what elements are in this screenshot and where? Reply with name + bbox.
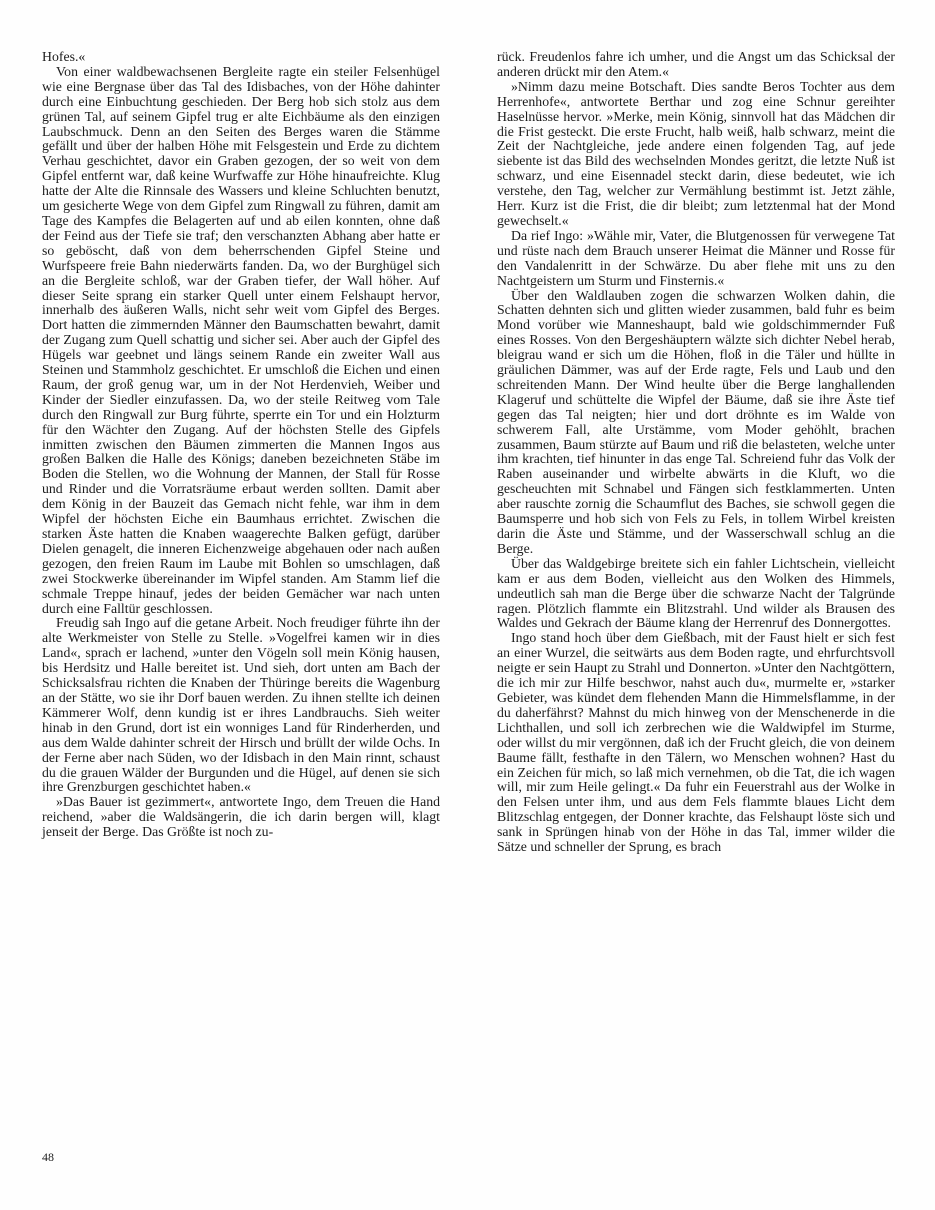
paragraph: Über den Waldlauben zogen die schwarzen Wolken dahin, die Schatten dehnten sich und glitten wieder zusammen, bald fuhr es beim Mond vorüber wie Manneshaupt, bald wie goldschimmernder Fuß eines Rosses. Von den Bergeshäuptern wälzte sich dichter Nebel herab, bleigrau wand er sich um die Höhen, floß in die Täler und hüllte in gräulichen Dämmer, was auf der Erde ragte, Fels und Laub und den schreitenden Mann. Der Wind heulte über die Berge langhallenden Klageruf und schüttelte die Wipfel der Bäume, daß sie ihre Äste tief gegen das Tal neigten; hier und dort dröhnte es im Walde von schwerem Fall, alte Urstämme, vom Moder gehöhlt, brachen zusammen, Baum stürzte auf Baum und riß die belasteten, welche unter ihm krachten, tief hinunter in das enge Tal. Schreiend fuhr das Volk der Raben auseinander und wirbelte abwärts in die Kluft, wo die gescheuchten mit Schnabel und Fängen sich festklammerten. Unten aber rauschte zornig die Schaumflut des Baches, sie schwoll gegen die Baumsperre und hob sich von Fels zu Fels, in tollem Wirbel kreisten darin die Äste und Stämme, und der Wasserschwall schlug an die Berge.	[497, 287, 895, 556]
left-column	[42, 50, 440, 855]
page-number: 48	[42, 1150, 54, 1164]
paragraph: Von einer waldbewachsenen Bergleite ragte ein steiler Felsenhügel wie eine Bergnase über das Tal des Idisbaches, von der Höhe dahinter durch eine Einbuchtung geschieden. Der Berg hob sich stolz aus dem grünen Tal, auf seinem Gipfel trug er alte Eichbäume als den einzigen Laubschmuck. Denn an den Seiten des Berges waren die Stämme gefällt und über der halben Höhe mit Felsgestein und Erde zu dichtem Verhau geschichtet, davor ein Graben gezogen, der so weit von dem Gipfel entfernt war, daß keine Wurfwaffe zur Höhe hinaufreichte. Klug hatte der Alte die Rinnsale des Wassers und kleine Schluchten benutzt, um gesicherte Wege von dem Gipfel zum Ringwall zu führen, damit am Tage des Kampfes die Belagerten auf und ab eilen konnten, ohne daß der Feind aus der Tiefe sie traf; den verschanzten Abhang aber hatte er so geböscht, daß von dem beherrschenden Gipfel Steine und Wurfspeere freie Bahn niederwärts fanden. Da, wo der Burghügel sich an die Bergleite schloß, war der Graben tiefer, der Wall höher. Auf dieser Seite sprang ein starker Quell unter einem Felshaupt hervor, innerhalb des äußeren Walls, nicht sehr weit vom Gipfel des Berges. Dort hatten die zimmernden Männer den Baumschatten bewahrt, damit der Zugang zum Quell schattig und sicher sei. Aber auch der Gipfel des Hügels war geebnet und längs seinem Rande ein zweiter Wall aus Steinen und Stammholz geschichtet. Er umschloß die Eichen und einen Raum, der groß genug war, um in der Not Herdenvieh, Weiber und Kinder der Siedler einzufassen. Da, wo der steile Reitweg vom Tale durch den Ringwall zur Burg führte, sperrte ein Tor und ein Holzturm für den Wächter den Zugang. Auf der höchsten Stelle des Gipfels inmitten zwischen den Bäumen zimmerten die Mannen Ingos aus großen Balken die Halle des Königs; daneben bezeichneten Stäbe im Boden die Stellen, wo die Wohnung der Mannen, der Stall für Rosse und Rinder und die Vorratsräume erbaut werden sollten. Damit aber dem König in der Bauzeit das Gemach nicht fehle, war ihm in dem Wipfel der höchsten Eiche ein Baumhaus errichtet. Zwischen die starken Äste hatten die Knaben waagerechte Balken gefügt, darüber Dielen genagelt, die inneren Eichenzweige abgehauen oder nach außen gezogen, den freien Raum im Laube mit Bohlen so umschlagen, daß zwei Stockwerke übereinander im Wipfel standen. Am Stamm lief die schmale Treppe hinauf, jedes der beiden Gemächer war nach unten durch eine Falltür geschlossen.	[42, 63, 440, 616]
text-columns	[42, 50, 895, 855]
paragraph: »Das Bauer ist gezimmert«, antwortete Ingo, dem Treuen die Hand reichend, »aber die Waldsängerin, die ich darin bergen will, klagt jenseit der Berge. Das Größte ist noch zu-	[42, 794, 440, 840]
paragraph: Freudig sah Ingo auf die getane Arbeit. Noch freudiger führte ihn der alte Werkmeister von Stelle zu Stelle. »Vogelfrei kamen wir in dies Land«, sprach er lachend, »unter den Vögeln soll mein König hausen, bis Herdsitz und Halle bereitet ist. Und sieh, dort unten am Bach der Schicksalsfrau richten die Knaben der Thüringe bereits die Wagenburg an der Stätte, wo sie ihr Dorf bauen werden. Zu ihnen stellte ich deinen Kämmerer Wolf, denn kundig ist er ihres Landbrauchs. Sieh weiter hinab in den Grund, dort ist ein wonniges Land für Rinderherden, und aus dem Walde dahinter schreit der Hirsch und brüllt der wilde Ochs. In der Ferne aber nach Süden, wo der Idisbach in den Main rinnt, schaust du die grauen Wälder der Burgunden und die Hügel, auf denen sie sich ihre Grenzburgen geschichtet haben.«	[42, 615, 440, 795]
paragraph: Da rief Ingo: »Wähle mir, Vater, die Blutgenossen für verwegene Tat und rüste nach dem Brauch unserer Heimat die Männer und Rosse für den Vandalenritt in der Schwärze. Du aber flehe mit uns zu den Nachtgeistern um Sturm und Finsternis.«	[497, 227, 895, 288]
paragraph: Hofes.«	[42, 49, 86, 64]
paragraph: »Nimm dazu meine Botschaft. Dies sandte Beros Tochter aus dem Herrenhofe«, antwortete Berthar und zog eine Schnur gereihter Haselnüsse hervor. »Merke, mein König, sinnvoll hat das Mädchen dir die Frist gesteckt. Die erste Frucht, halb weiß, halb schwarz, meint die Zeit der Nachtgleiche, jede andere einen folgenden Tag, auf jede siebente ist das Bild des wechselnden Mondes geritzt, die letzte Nuß ist schwarz, und eine Eisennadel steckt darin, diese bedeutet, wie ich verstehe, den Tag, welcher zur Vermählung bestimmt ist. Jetzt zähle, Herr. Kurz ist die Frist, die dir bleibt; zum letztenmal hat der Mond gewechselt.«	[497, 78, 895, 228]
paragraph: Ingo stand hoch über dem Gießbach, mit der Faust hielt er sich fest an einer Wurzel, die seitwärts aus dem Boden ragte, und ehrfurchtsvoll neigte er sein Haupt zu Strahl und Donnerton. »Unter den Nachtgöttern, die ich mir zur Hilfe beschwor, nahst auch du«, murmelte er, »starker Gebieter, was kündet dem flehenden Mann die Himmelsflamme, in der du daherfährst? Mahnst du mich hinweg von der Menschenerde in die Lichthallen, und soll ich zerbrechen wie die Waldwipfel im Sturme, oder willst du mir vergönnen, daß ich der Frucht gleich, die von deinem Baume fällt, festhafte in den Tälern, wo Menschen wohnen? Hast du ein Zeichen für mich, so laß mich vernehmen, ob die Tat, die ich wagen will, mir zum Heile gelingt.« Da fuhr ein Feuerstrahl aus der Wolke in den Felsen unter ihm, und aus dem Fels flammte blaues Licht dem Blitzschlag entgegen, der Donner krachte, das Felshaupt löste sich und sank in Sprüngen hinab von der Höhe in das Tal, immer wilder die Sätze und schneller der Sprung, es brach	[497, 630, 895, 855]
right-column	[497, 50, 895, 855]
paragraph: rück. Freudenlos fahre ich umher, und die Angst um das Schicksal der anderen drückt mir den Atem.«	[497, 49, 895, 79]
paragraph: Über das Waldgebirge breitete sich ein fahler Lichtschein, vielleicht kam er aus dem Boden, vielleicht aus den Wolken des Himmels, undeutlich sah man die Berge über die schwarze Nacht der Talgründe ragen. Plötzlich flammte ein Blitzstrahl. Und wilder als Brausen des Waldes und Gekrach der Bäume klang der Herrenruf des Donnergottes.	[497, 555, 895, 631]
